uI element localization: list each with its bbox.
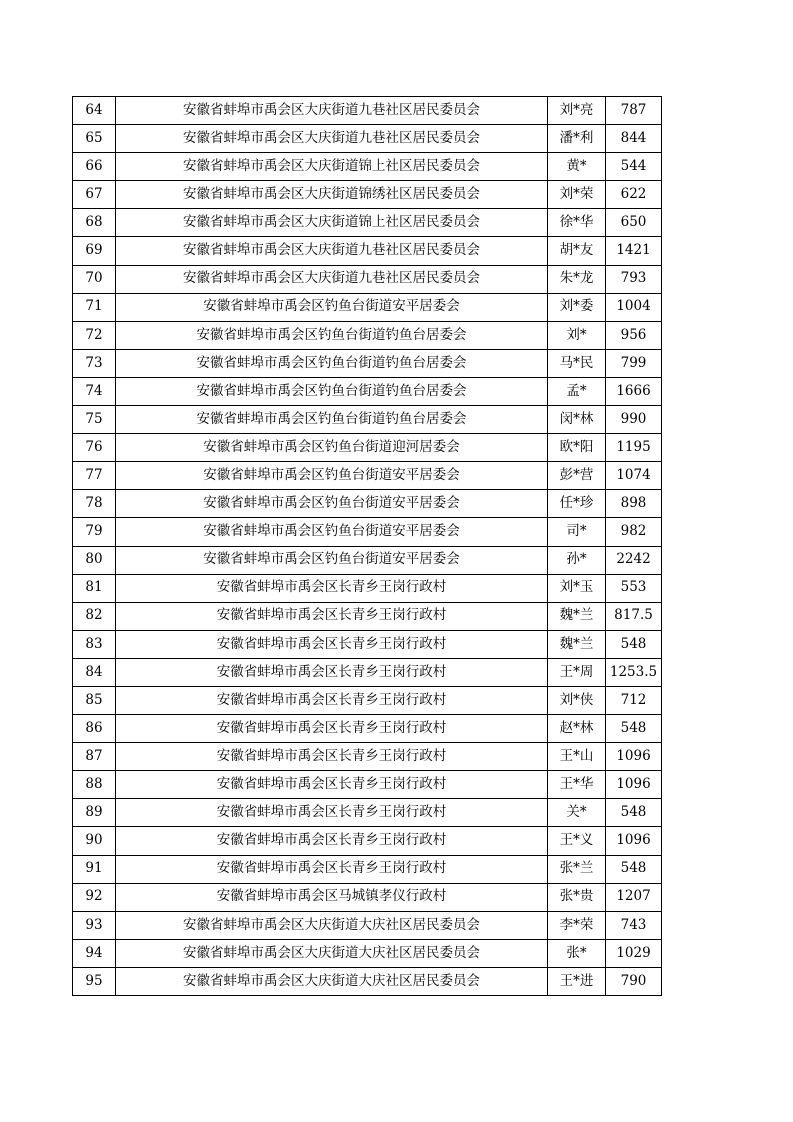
row-number-cell: 87	[73, 743, 116, 771]
amount-cell: 982	[606, 518, 662, 546]
table-row	[73, 799, 662, 827]
row-number-cell: 81	[73, 574, 116, 602]
name-cell: 刘*玉	[548, 574, 606, 602]
name-cell: 欧*阳	[548, 434, 606, 462]
name-cell: 李*荣	[548, 911, 606, 939]
name-cell: 孙*	[548, 546, 606, 574]
address-cell: 安徽省蚌埠市禹会区钓鱼台街道钓鱼台居委会	[116, 349, 548, 377]
table-row	[73, 265, 662, 293]
row-number-cell: 72	[73, 321, 116, 349]
row-number-cell: 84	[73, 658, 116, 686]
address-cell: 安徽省蚌埠市禹会区长青乡王岗行政村	[116, 630, 548, 658]
address-cell: 安徽省蚌埠市禹会区钓鱼台街道钓鱼台居委会	[116, 377, 548, 405]
address-cell: 安徽省蚌埠市禹会区大庆街道九巷社区居民委员会	[116, 125, 548, 153]
table-row	[73, 153, 662, 181]
row-number-cell: 75	[73, 406, 116, 434]
table-row	[73, 237, 662, 265]
name-cell: 刘*侠	[548, 686, 606, 714]
address-cell: 安徽省蚌埠市禹会区长青乡王岗行政村	[116, 799, 548, 827]
amount-cell: 1096	[606, 771, 662, 799]
row-number-cell: 89	[73, 799, 116, 827]
address-cell: 安徽省蚌埠市禹会区长青乡王岗行政村	[116, 658, 548, 686]
address-cell: 安徽省蚌埠市禹会区大庆街道九巷社区居民委员会	[116, 97, 548, 125]
amount-cell: 544	[606, 153, 662, 181]
name-cell: 胡*友	[548, 237, 606, 265]
amount-cell: 1207	[606, 883, 662, 911]
amount-cell: 1096	[606, 827, 662, 855]
table-row	[73, 658, 662, 686]
row-number-cell: 78	[73, 490, 116, 518]
amount-cell: 990	[606, 406, 662, 434]
amount-cell: 548	[606, 630, 662, 658]
address-cell: 安徽省蚌埠市禹会区大庆街道锦上社区居民委员会	[116, 209, 548, 237]
address-cell: 安徽省蚌埠市禹会区钓鱼台街道钓鱼台居委会	[116, 406, 548, 434]
row-number-cell: 70	[73, 265, 116, 293]
name-cell: 闵*林	[548, 406, 606, 434]
row-number-cell: 95	[73, 967, 116, 995]
address-cell: 安徽省蚌埠市禹会区大庆街道锦绣社区居民委员会	[116, 181, 548, 209]
row-number-cell: 69	[73, 237, 116, 265]
address-cell: 安徽省蚌埠市禹会区长青乡王岗行政村	[116, 743, 548, 771]
name-cell: 彭*营	[548, 462, 606, 490]
name-cell: 张*贵	[548, 883, 606, 911]
address-cell: 安徽省蚌埠市禹会区大庆街道大庆社区居民委员会	[116, 939, 548, 967]
name-cell: 王*义	[548, 827, 606, 855]
amount-cell: 553	[606, 574, 662, 602]
amount-cell: 790	[606, 967, 662, 995]
record-table-body	[73, 97, 662, 996]
name-cell: 任*珍	[548, 490, 606, 518]
table-row	[73, 349, 662, 377]
address-cell: 安徽省蚌埠市禹会区长青乡王岗行政村	[116, 574, 548, 602]
name-cell: 刘*委	[548, 293, 606, 321]
row-number-cell: 80	[73, 546, 116, 574]
amount-cell: 1004	[606, 293, 662, 321]
name-cell: 司*	[548, 518, 606, 546]
amount-cell: 844	[606, 125, 662, 153]
address-cell: 安徽省蚌埠市禹会区钓鱼台街道安平居委会	[116, 546, 548, 574]
table-row	[73, 939, 662, 967]
table-row	[73, 883, 662, 911]
name-cell: 徐*华	[548, 209, 606, 237]
record-table	[72, 96, 662, 996]
amount-cell: 793	[606, 265, 662, 293]
table-row	[73, 377, 662, 405]
row-number-cell: 92	[73, 883, 116, 911]
row-number-cell: 77	[73, 462, 116, 490]
address-cell: 安徽省蚌埠市禹会区大庆街道锦上社区居民委员会	[116, 153, 548, 181]
address-cell: 安徽省蚌埠市禹会区钓鱼台街道安平居委会	[116, 462, 548, 490]
address-cell: 安徽省蚌埠市禹会区大庆街道九巷社区居民委员会	[116, 237, 548, 265]
address-cell: 安徽省蚌埠市禹会区马城镇孝仪行政村	[116, 883, 548, 911]
table-row	[73, 434, 662, 462]
row-number-cell: 82	[73, 602, 116, 630]
amount-cell: 650	[606, 209, 662, 237]
name-cell: 王*山	[548, 743, 606, 771]
address-cell: 安徽省蚌埠市禹会区长青乡王岗行政村	[116, 771, 548, 799]
row-number-cell: 67	[73, 181, 116, 209]
table-row	[73, 321, 662, 349]
table-row	[73, 911, 662, 939]
name-cell: 朱*龙	[548, 265, 606, 293]
address-cell: 安徽省蚌埠市禹会区大庆街道九巷社区居民委员会	[116, 265, 548, 293]
name-cell: 孟*	[548, 377, 606, 405]
amount-cell: 1253.5	[606, 658, 662, 686]
table-row	[73, 209, 662, 237]
table-row	[73, 293, 662, 321]
table-row	[73, 771, 662, 799]
address-cell: 安徽省蚌埠市禹会区钓鱼台街道迎河居委会	[116, 434, 548, 462]
name-cell: 刘*	[548, 321, 606, 349]
amount-cell: 1029	[606, 939, 662, 967]
table-row	[73, 602, 662, 630]
name-cell: 魏*兰	[548, 602, 606, 630]
table-row	[73, 827, 662, 855]
table-row	[73, 462, 662, 490]
name-cell: 王*进	[548, 967, 606, 995]
row-number-cell: 73	[73, 349, 116, 377]
amount-cell: 1074	[606, 462, 662, 490]
amount-cell: 1096	[606, 743, 662, 771]
address-cell: 安徽省蚌埠市禹会区钓鱼台街道安平居委会	[116, 518, 548, 546]
table-row	[73, 743, 662, 771]
amount-cell: 1195	[606, 434, 662, 462]
address-cell: 安徽省蚌埠市禹会区钓鱼台街道钓鱼台居委会	[116, 321, 548, 349]
table-row	[73, 574, 662, 602]
name-cell: 魏*兰	[548, 630, 606, 658]
table-row	[73, 855, 662, 883]
row-number-cell: 64	[73, 97, 116, 125]
amount-cell: 743	[606, 911, 662, 939]
row-number-cell: 93	[73, 911, 116, 939]
row-number-cell: 88	[73, 771, 116, 799]
amount-cell: 622	[606, 181, 662, 209]
name-cell: 王*华	[548, 771, 606, 799]
name-cell: 刘*亮	[548, 97, 606, 125]
row-number-cell: 71	[73, 293, 116, 321]
name-cell: 赵*林	[548, 715, 606, 743]
row-number-cell: 94	[73, 939, 116, 967]
table-row	[73, 406, 662, 434]
amount-cell: 817.5	[606, 602, 662, 630]
amount-cell: 787	[606, 97, 662, 125]
name-cell: 马*民	[548, 349, 606, 377]
table-row	[73, 490, 662, 518]
amount-cell: 1421	[606, 237, 662, 265]
table-row	[73, 97, 662, 125]
name-cell: 王*周	[548, 658, 606, 686]
row-number-cell: 74	[73, 377, 116, 405]
address-cell: 安徽省蚌埠市禹会区大庆街道大庆社区居民委员会	[116, 911, 548, 939]
row-number-cell: 86	[73, 715, 116, 743]
name-cell: 潘*利	[548, 125, 606, 153]
amount-cell: 898	[606, 490, 662, 518]
amount-cell: 799	[606, 349, 662, 377]
row-number-cell: 65	[73, 125, 116, 153]
name-cell: 关*	[548, 799, 606, 827]
table-row	[73, 181, 662, 209]
amount-cell: 548	[606, 855, 662, 883]
name-cell: 张*	[548, 939, 606, 967]
row-number-cell: 79	[73, 518, 116, 546]
address-cell: 安徽省蚌埠市禹会区长青乡王岗行政村	[116, 602, 548, 630]
address-cell: 安徽省蚌埠市禹会区长青乡王岗行政村	[116, 686, 548, 714]
table-row	[73, 967, 662, 995]
row-number-cell: 68	[73, 209, 116, 237]
amount-cell: 548	[606, 715, 662, 743]
amount-cell: 548	[606, 799, 662, 827]
name-cell: 黄*	[548, 153, 606, 181]
row-number-cell: 91	[73, 855, 116, 883]
amount-cell: 956	[606, 321, 662, 349]
row-number-cell: 85	[73, 686, 116, 714]
table-row	[73, 715, 662, 743]
address-cell: 安徽省蚌埠市禹会区长青乡王岗行政村	[116, 827, 548, 855]
amount-cell: 2242	[606, 546, 662, 574]
address-cell: 安徽省蚌埠市禹会区钓鱼台街道安平居委会	[116, 293, 548, 321]
table-row	[73, 630, 662, 658]
row-number-cell: 83	[73, 630, 116, 658]
row-number-cell: 66	[73, 153, 116, 181]
table-row	[73, 518, 662, 546]
row-number-cell: 90	[73, 827, 116, 855]
address-cell: 安徽省蚌埠市禹会区钓鱼台街道安平居委会	[116, 490, 548, 518]
address-cell: 安徽省蚌埠市禹会区长青乡王岗行政村	[116, 855, 548, 883]
address-cell: 安徽省蚌埠市禹会区长青乡王岗行政村	[116, 715, 548, 743]
table-row	[73, 125, 662, 153]
address-cell: 安徽省蚌埠市禹会区大庆街道大庆社区居民委员会	[116, 967, 548, 995]
amount-cell: 1666	[606, 377, 662, 405]
amount-cell: 712	[606, 686, 662, 714]
row-number-cell: 76	[73, 434, 116, 462]
name-cell: 张*兰	[548, 855, 606, 883]
name-cell: 刘*荣	[548, 181, 606, 209]
table-row	[73, 686, 662, 714]
table-row	[73, 546, 662, 574]
